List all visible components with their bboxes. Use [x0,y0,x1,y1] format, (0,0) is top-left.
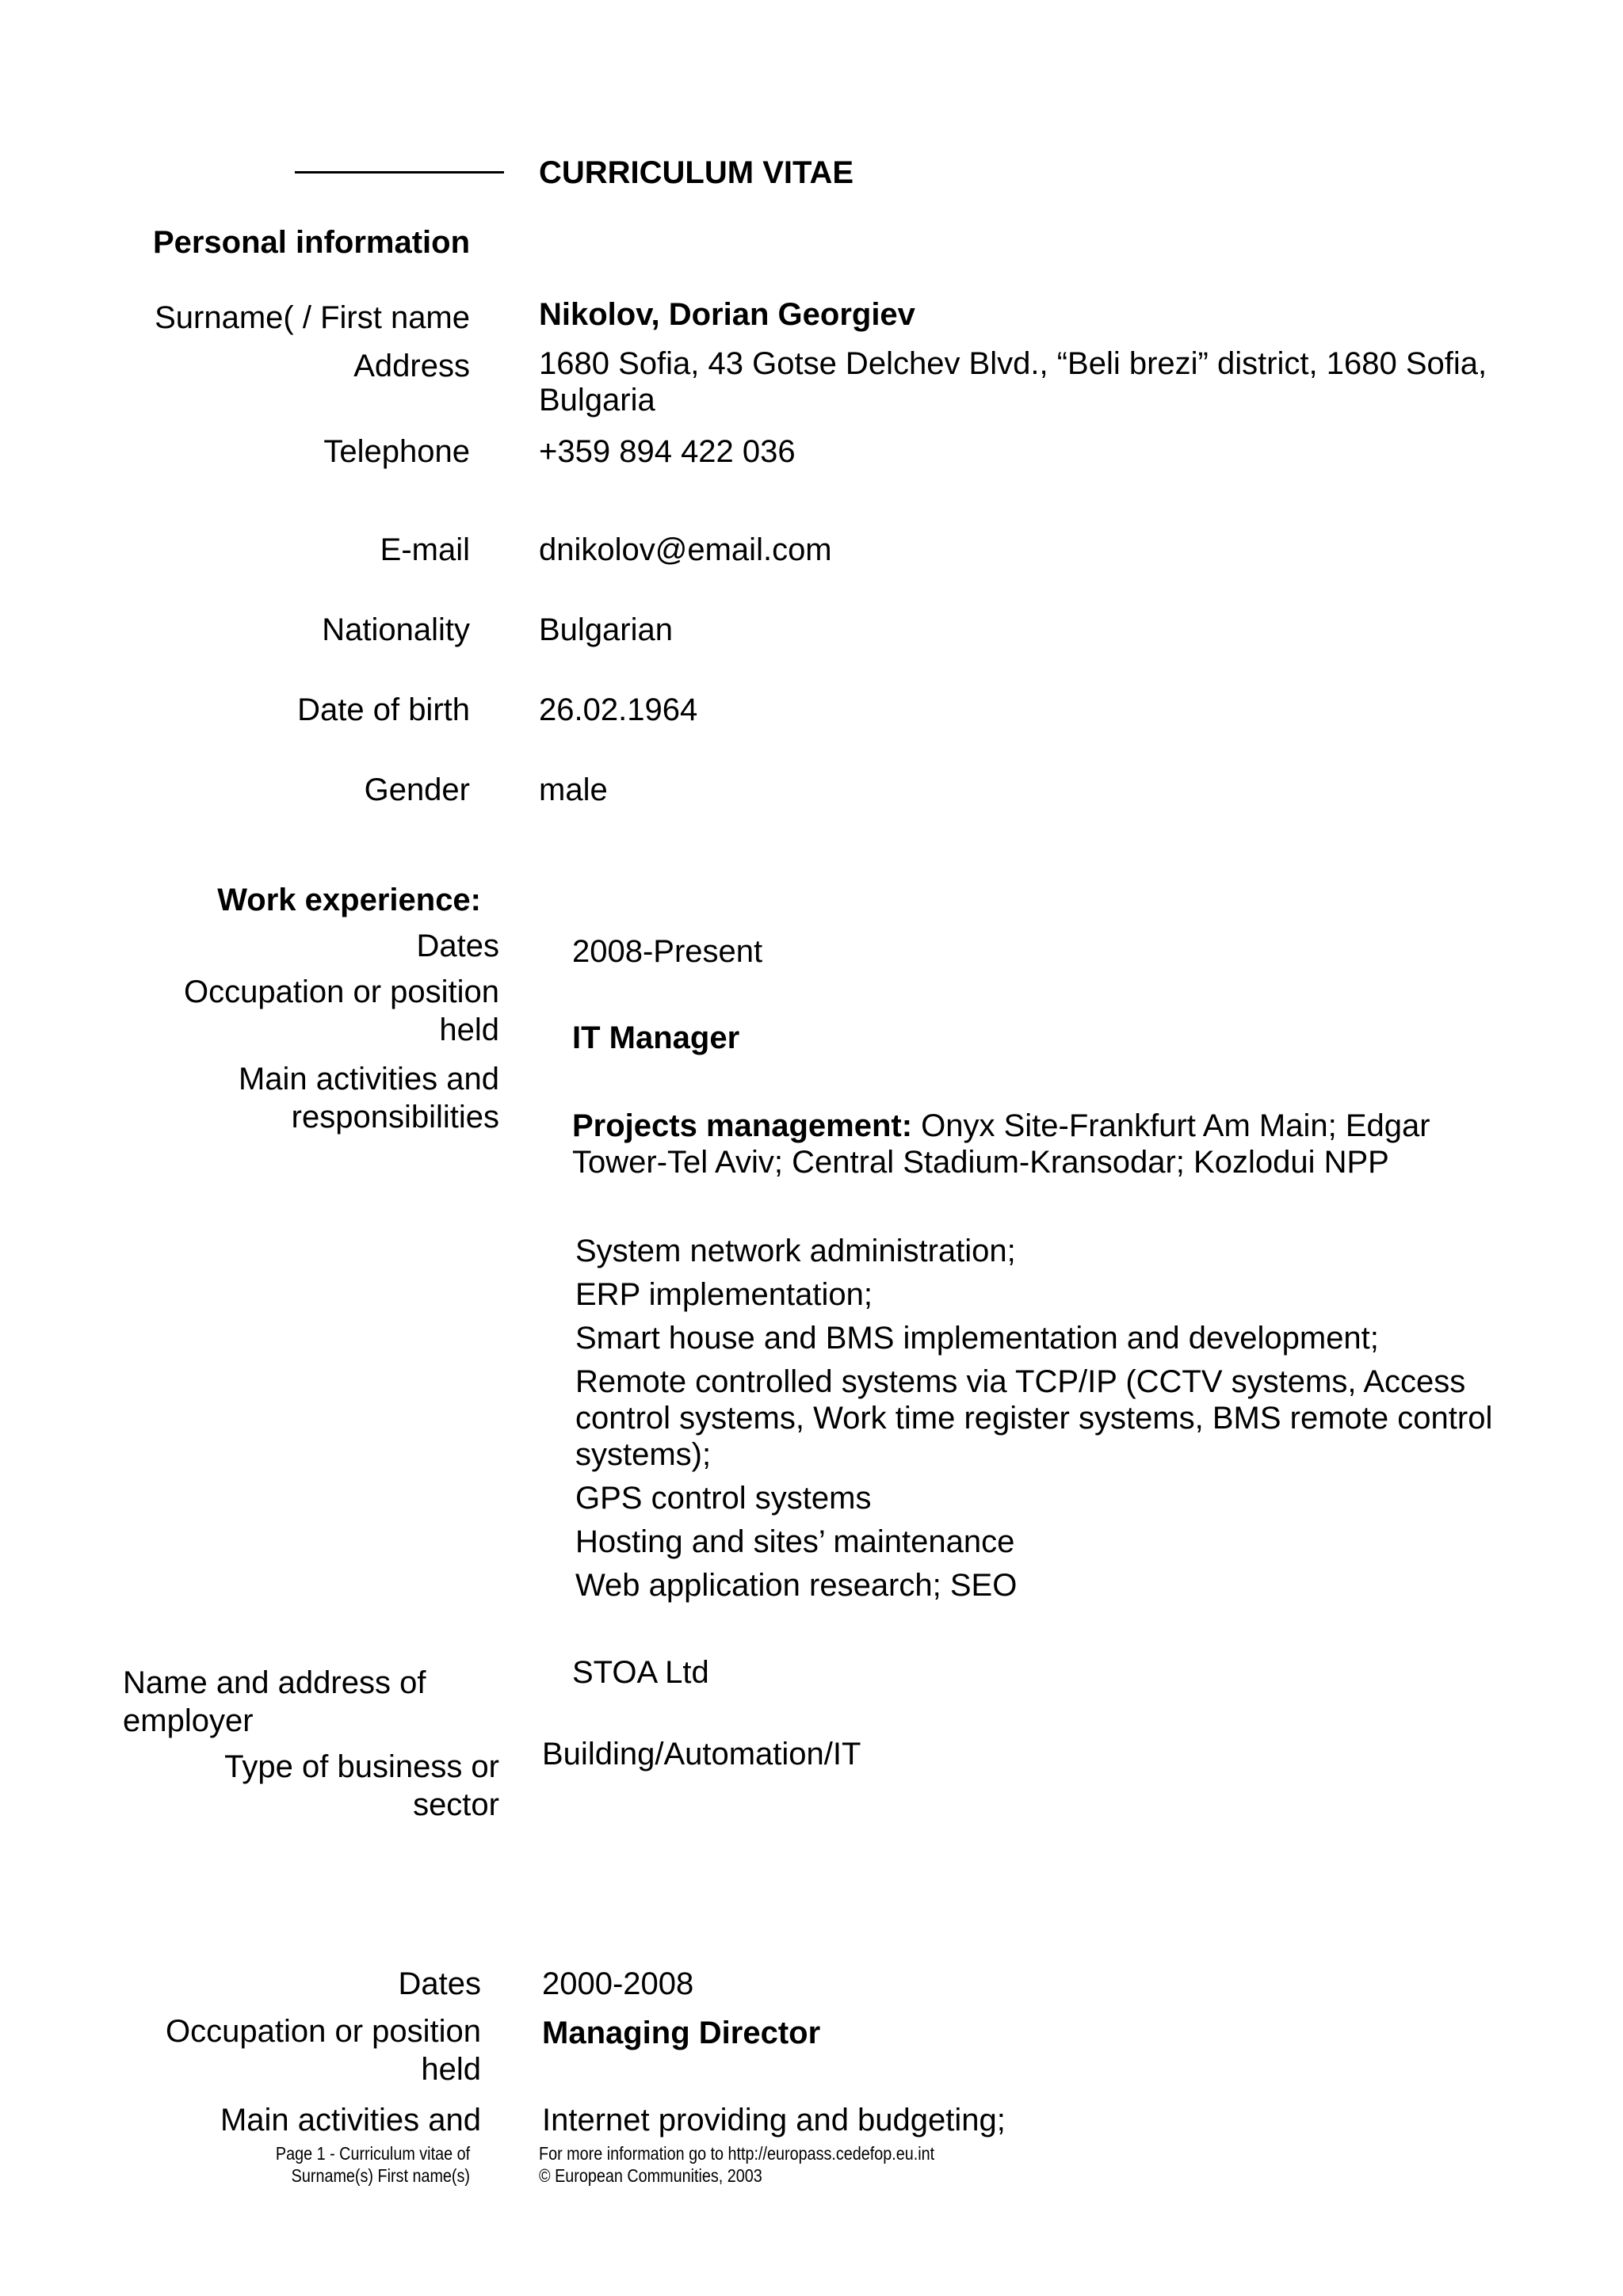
header-rule [295,171,504,174]
projects-label: Projects management: [572,1108,913,1143]
surname-label: Surname( / First name [155,300,470,335]
activity-item: Web application research; SEO [575,1568,1018,1603]
gender-label: Gender [364,772,470,807]
job1-employer-value: STOA Ltd [572,1655,709,1690]
surname-value: Nikolov, Dorian Georgiev [539,297,915,332]
job1-business-label: Type of business or sector [224,1749,499,1822]
activity-item: System network administration; [575,1234,1016,1268]
address-value: 1680 Sofia, 43 Gotse Delchev Blvd., “Beli brezi” district, 1680 Sofia, Bulgaria [539,346,1487,418]
address-label: Address [353,349,470,383]
footer-info-link: For more information go to http://europass.cedefop.eu.int [539,2143,935,2164]
job2-dates-value: 2000-2008 [542,1966,694,2001]
job1-occupation-label: Occupation or position held [183,974,499,1047]
job2-occupation-label: Occupation or position held [165,2014,481,2087]
footer-page-label: Page 1 - Curriculum vitae of [275,2143,470,2164]
job1-dates-value: 2008-Present [572,934,763,969]
job1-activities-list [575,1233,1542,1604]
telephone-value: +359 894 422 036 [539,434,796,469]
job1-dates-label: Dates [416,929,499,963]
nationality-value: Bulgarian [539,612,674,647]
dob-value: 26.02.1964 [539,692,698,727]
job1-activities-label: Main activities and responsibilities [238,1062,499,1135]
footer-copyright: © European Communities, 2003 [539,2165,762,2186]
email-value: dnikolov@email.com [539,532,832,567]
page-title: CURRICULUM VITAE [539,155,854,190]
gender-value: male [539,772,608,807]
nationality-label: Nationality [322,612,470,647]
activity-item: ERP implementation; [575,1277,873,1312]
job1-employer-label: Name and address of employer [123,1665,426,1738]
job2-activities-label: Main activities and [220,2103,481,2138]
telephone-label: Telephone [323,434,470,469]
job2-dates-label: Dates [398,1966,481,2001]
activity-item: GPS control systems [575,1481,872,1516]
activity-item: Remote controlled systems via TCP/IP (CCTV systems, Access control systems, Work time register systems, BMS remote control systems); [575,1364,1493,1472]
job2-activities-first: Internet providing and budgeting; [542,2103,1006,2138]
email-label: E-mail [380,532,470,567]
projects-text: Onyx Site-Frankfurt Am Main; Edgar Tower-Tel Aviv; Central Stadium-Kransodar; Kozlodui NPP [572,1108,1430,1180]
footer-name-label: Surname(s) First name(s) [291,2165,470,2186]
work-heading: Work experience: [217,883,481,917]
personal-heading: Personal information [152,225,470,260]
activity-item: Smart house and BMS implementation and development; [575,1321,1379,1356]
job1-business-value: Building/Automation/IT [542,1737,861,1772]
job1-occupation-value: IT Manager [572,1020,740,1055]
job1-projects [572,1108,1523,1180]
job2-occupation-value: Managing Director [542,2016,821,2050]
activity-item: Hosting and sites’ maintenance [575,1524,1015,1559]
dob-label: Date of birth [297,692,470,727]
